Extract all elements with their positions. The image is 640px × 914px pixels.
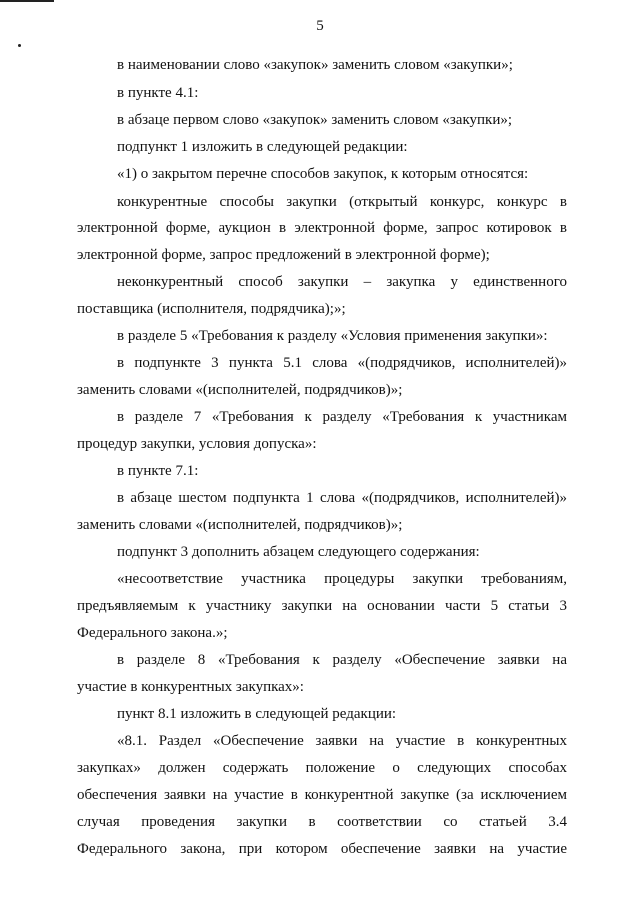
text-line: подпункт 3 дополнить абзацем следующего содержания: (117, 544, 480, 560)
text-line: «8.1. Раздел «Обеспечение заявки на участие в конкурентных (117, 733, 567, 749)
text-line: пункт 8.1 изложить в следующей редакции: (117, 706, 397, 722)
text-line: закупках» должен содержать положение о следующих способах (77, 760, 567, 776)
text-line: процедур закупки, условия допуска»: (77, 436, 317, 452)
text-line: в абзаце первом слово «закупок» заменить словом «закупки»; (117, 112, 513, 128)
text-line: случая проведения закупки в соответствии со статьей 3.4 (77, 814, 567, 830)
text-line: электронной форме, запрос предложений в электронной форме); (77, 247, 490, 263)
scan-edge-mark (0, 0, 54, 2)
text-line: в разделе 5 «Требования к разделу «Условия применения закупки»: (117, 328, 548, 344)
text-line: в абзаце шестом подпункта 1 слова «(подрядчиков, исполнителей)» (117, 490, 567, 506)
text-line: предъявляемым к участнику закупки на основании части 5 статьи 3 (77, 598, 567, 614)
text-line: обеспечения заявки на участие в конкурентной закупке (за исключением (77, 787, 567, 803)
text-line: в наименовании слово «закупок» заменить словом «закупки»; (117, 57, 513, 73)
text-line: участие в конкурентных закупках»: (77, 679, 304, 695)
text-line: Федерального закона.»; (77, 625, 228, 641)
text-line: в пункте 7.1: (117, 463, 199, 479)
text-line: в разделе 7 «Требования к разделу «Требования к участникам (117, 409, 567, 425)
text-line: поставщика (исполнителя, подрядчика);»; (77, 301, 346, 317)
scan-dot (18, 44, 21, 47)
text-line: в пункте 4.1: (117, 85, 199, 101)
text-line: подпункт 1 изложить в следующей редакции: (117, 139, 408, 155)
text-line: заменить словами «(исполнителей, подрядчиков)»; (77, 517, 403, 533)
text-line: «1) о закрытом перечне способов закупок, к которым относятся: (117, 166, 529, 182)
text-line: заменить словами «(исполнителей, подрядчиков)»; (77, 382, 403, 398)
text-line: Федерального закона, при котором обеспечение заявки на участие (77, 841, 567, 857)
text-line: конкурентные способы закупки (открытый конкурс, конкурс в (117, 194, 567, 210)
page-number: 5 (316, 18, 324, 34)
text-line: «несоответствие участника процедуры закупки требованиям, (117, 571, 567, 587)
text-line: в подпункте 3 пункта 5.1 слова «(подрядчиков, исполнителей)» (117, 355, 567, 371)
text-line: электронной форме, аукцион в электронной форме, запрос котировок в (77, 220, 567, 236)
text-line: неконкурентный способ закупки – закупка у единственного (117, 274, 567, 290)
text-line: в разделе 8 «Требования к разделу «Обеспечение заявки на (117, 652, 567, 668)
